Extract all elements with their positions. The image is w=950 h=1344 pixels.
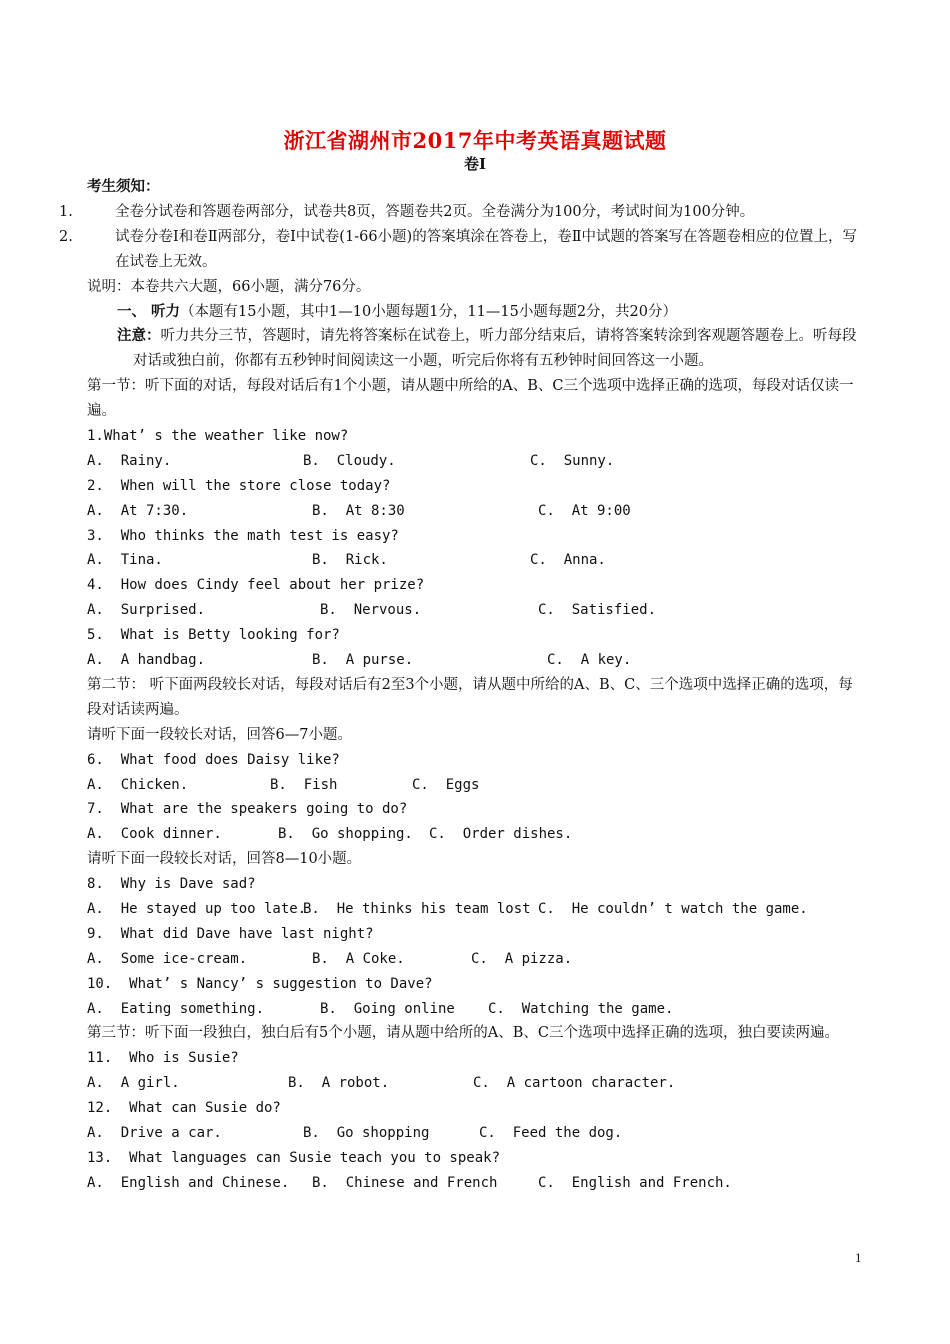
notice-num: 1. [59,203,73,220]
part3-instructions: 第三节：听下面一段独白，独白后有5个小题，请从题中给所的A、B、C三个选项中选择正确的选项，独白要读两遍。 [87,1025,839,1042]
part2-dialog-b: 请听下面一段较长对话，回答8—10小题。 [87,851,362,868]
option-b: B. Cloudy. [303,452,396,469]
exam-content [59,175,867,1196]
question-5: 5. What is Betty looking for? [87,627,340,644]
option-b: B. Rick. [312,552,388,569]
notice-heading: 考生须知： [87,178,160,195]
note-text: 听力共分三节，答题时，请先将答案标在试卷上，听力部分结束后，请将答案转涂到客观题答题卷上。听每段对话或独白前，你都有五秒钟时间阅读这一小题，听完后你将有五秒钟时间回答这一小题。 [133,328,857,370]
question-4-options [87,598,867,623]
option-c: C. Eggs [412,776,480,793]
question-8-options [87,897,867,922]
option-b: B. A robot. [288,1075,390,1092]
option-c: C. Order dishes. [429,826,573,843]
notice-text: 全卷分试卷和答题卷两部分，试卷共8页，答题卷共2页。全卷满分为100分，考试时间为100分钟。 [115,203,755,220]
question-11: 11. Who is Susie? [87,1050,239,1067]
option-a: A. Eating something. [87,1000,265,1017]
option-c: C. Anna. [530,552,606,569]
question-10-options [87,997,867,1022]
page-number: 1 [855,1250,862,1265]
option-b: B. Chinese and French [312,1174,498,1191]
question-7: 7. What are the speakers going to do? [87,801,408,818]
question-6: 6. What food does Daisy like? [87,751,340,768]
question-4: 4. How does Cindy feel about her prize? [87,577,425,594]
option-c: C. Watching the game. [488,1000,674,1017]
part1-instructions: 第一节：听下面的对话，每段对话后有1个小题，请从题中所给的A、B、C三个选项中选择正确的选项，每段对话仅读一遍。 [87,378,854,420]
option-a: A. A girl. [87,1075,180,1092]
option-a: A. A handbag. [87,652,206,669]
question-1: 1.What’ s the weather like now? [87,428,349,445]
question-9-options [87,947,867,972]
option-b: B. Nervous. [320,602,422,619]
option-a: A. Some ice-cream. [87,950,248,967]
question-3-options [87,548,867,573]
question-8: 8. Why is Dave sad? [87,876,256,893]
option-c: C. A key. [547,652,632,669]
option-b: B. A Coke. [312,950,405,967]
section1-label: 一、 听力 [117,302,181,320]
notice-item-2 [59,225,867,275]
option-a: A. He stayed up too late. [87,900,307,917]
option-a: A. Rainy. [87,452,172,469]
option-c: C. A pizza. [471,950,573,967]
option-c: C. A cartoon character. [473,1075,676,1092]
question-2-options [87,499,867,524]
option-b: B. He thinks his team lost [303,900,531,917]
section1-heading [87,300,867,325]
question-12: 12. What can Susie do? [87,1100,281,1117]
question-12-options [87,1121,867,1146]
question-2: 2. When will the store close today? [87,477,391,494]
volume-label: 卷Ⅰ [463,155,487,173]
part2-instructions: 第二节： 听下面两段较长对话，每段对话后有2至3个小题，请从题中所给的A、B、C、三个选项中选择正确的选项，每段对话读两遍。 [87,676,853,718]
notice-item-1 [59,200,867,225]
option-b: B. Go shopping [303,1125,430,1141]
option-b: B. A purse. [312,652,414,669]
option-c: C. Satisfied. [538,602,657,619]
question-13-options [87,1171,867,1196]
option-c: C. Feed the dog. [479,1125,623,1141]
question-6-options [87,773,867,798]
notice-text: 试卷分卷Ⅰ和卷Ⅱ两部分，卷Ⅰ中试卷(1-66小题)的答案填涂在答卷上，卷Ⅱ中试题的答案写在答题卷相应的位置上，写在试卷上无效。 [115,228,858,270]
exam-title: 浙江省湖州市2017年中考英语真题试题 [283,128,667,153]
option-c: C. He couldn’ t watch the game. [538,900,808,917]
question-7-options [87,822,867,847]
notice-num: 2. [59,228,73,245]
question-13: 13. What languages can Susie teach you to speak? [87,1149,501,1166]
option-a: A. Tina. [87,552,163,569]
option-c: C. English and French. [538,1174,732,1191]
question-9: 9. What did Dave have last night? [87,925,374,942]
option-b: B. Going online [320,1000,455,1017]
option-c: C. At 9:00 [538,502,631,519]
question-3: 3. Who thinks the math test is easy? [87,527,399,544]
option-b: B. Go shopping. [278,826,413,843]
question-5-options [87,648,867,673]
option-a: A. At 7:30. [87,502,189,519]
note-label: 注意： [117,327,161,345]
option-a: A. Surprised. [87,602,206,619]
part2-dialog-a: 请听下面一段较长对话，回答6—7小题。 [87,726,352,743]
question-1-options [87,449,867,474]
option-a: A. Chicken. [87,776,189,793]
option-c: C. Sunny. [530,452,615,469]
option-b: B. At 8:30 [312,502,405,519]
question-10: 10. What’ s Nancy’ s suggestion to Dave? [87,975,433,992]
question-11-options [87,1071,867,1096]
option-b: B. Fish [270,776,338,793]
option-a: A. Cook dinner. [87,826,222,843]
option-a: A. English and Chinese. [87,1174,290,1191]
section1-desc: （本题有15小题，其中1—10小题每题1分，11—15小题每题2分，共20分） [180,303,677,320]
listening-note [87,324,867,374]
explanation: 说明：本卷共六大题，66小题，满分76分。 [87,278,371,295]
option-a: A. Drive a car. [87,1125,222,1141]
